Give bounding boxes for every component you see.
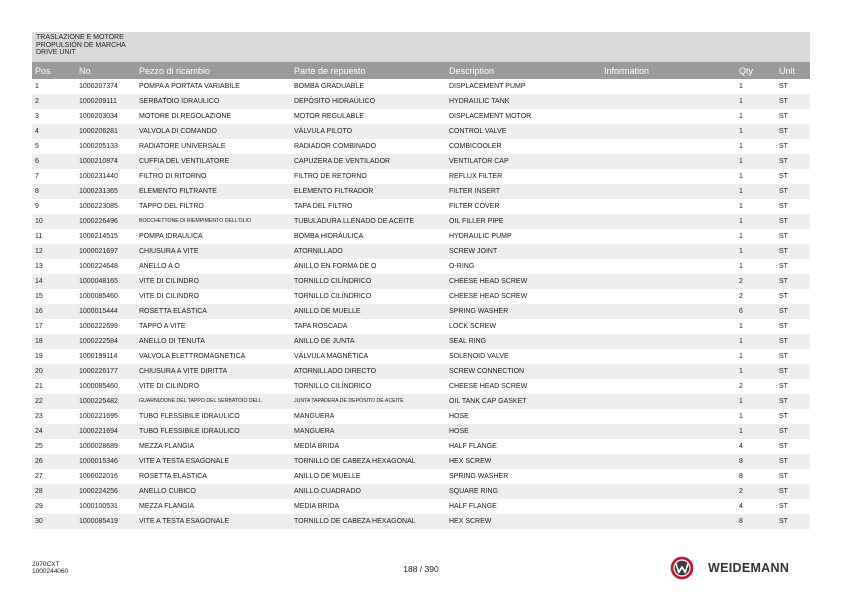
cell-description: OIL TANK CAP GASKET (449, 398, 527, 405)
cell-spanish-name: MANGUERA (294, 428, 335, 435)
cell-part-number: 1000207374 (79, 83, 118, 90)
cell-quantity: 8 (739, 518, 743, 525)
cell-spanish-name: VÁLVULA MAGNÉTICA (294, 353, 369, 360)
cell-description: HYDRAULIC TANK (449, 98, 510, 105)
cell-pos: 28 (35, 488, 43, 495)
cell-pos: 26 (35, 458, 43, 465)
section-title-en: DRIVE UNIT (36, 49, 76, 56)
cell-pos: 9 (35, 203, 39, 210)
cell-quantity: 1 (739, 233, 743, 240)
cell-description: HYDRAULIC PUMP (449, 233, 512, 240)
cell-quantity: 2 (739, 488, 743, 495)
cell-description: HOSE (449, 413, 469, 420)
cell-italian-name: VITE A TESTA ESAGONALE (139, 458, 229, 465)
cell-unit: ST (779, 173, 788, 180)
cell-italian-name: TUBO FLESSIBILE IDRAULICO (139, 413, 240, 420)
cell-quantity: 1 (739, 173, 743, 180)
cell-spanish-name: TORNILLO DE CABEZA HEXAGONAL (294, 518, 416, 525)
cell-quantity: 1 (739, 218, 743, 225)
table-row (32, 94, 810, 109)
cell-unit: ST (779, 428, 788, 435)
cell-description: CHEESE HEAD SCREW (449, 383, 528, 390)
cell-pos: 21 (35, 383, 43, 390)
cell-part-number: 1000015444 (79, 308, 118, 315)
cell-spanish-name: TORNILLO DE CABEZA HEXAGONAL (294, 458, 416, 465)
table-row (32, 79, 810, 94)
cell-quantity: 1 (739, 323, 743, 330)
cell-part-number: 1000048165 (79, 278, 118, 285)
cell-part-number: 1000022016 (79, 473, 118, 480)
table-row (32, 394, 810, 409)
cell-unit: ST (779, 98, 788, 105)
cell-pos: 23 (35, 413, 43, 420)
col-no: No (79, 66, 91, 76)
cell-part-number: 1000231365 (79, 188, 118, 195)
cell-unit: ST (779, 398, 788, 405)
parts-table (32, 79, 810, 529)
cell-italian-name: RADIATORE UNIVERSALE (139, 143, 226, 150)
cell-unit: ST (779, 383, 788, 390)
cell-part-number: 1000222584 (79, 338, 118, 345)
cell-unit: ST (779, 143, 788, 150)
table-row (32, 304, 810, 319)
col-unit: Unit (779, 66, 796, 76)
cell-pos: 12 (35, 248, 43, 255)
cell-pos: 1 (35, 83, 39, 90)
cell-part-number: 1000085460 (79, 383, 118, 390)
cell-italian-name: VALVOLA DI COMANDO (139, 128, 217, 135)
cell-description: HALF FLANGE (449, 443, 497, 450)
cell-part-number: 1000226177 (79, 368, 118, 375)
table-row (32, 364, 810, 379)
cell-unit: ST (779, 83, 788, 90)
cell-spanish-name: ANILLO CUADRADO (294, 488, 361, 495)
cell-part-number: 1000221695 (79, 413, 118, 420)
cell-unit: ST (779, 518, 788, 525)
cell-part-number: 1000223085 (79, 203, 118, 210)
table-row (32, 319, 810, 334)
cell-spanish-name: JUNTA TAPADERA DE DEPÓSITO DE ACEITE (294, 398, 404, 404)
cell-part-number: 1000100531 (79, 503, 118, 510)
cell-pos: 22 (35, 398, 43, 405)
cell-description: OIL FILLER PIPE (449, 218, 504, 225)
cell-unit: ST (779, 113, 788, 120)
cell-spanish-name: BOMBA HIDRÁULICA (294, 233, 364, 240)
table-row (32, 199, 810, 214)
col-spanish: Parte de repuesto (294, 66, 366, 76)
cell-unit: ST (779, 323, 788, 330)
cell-italian-name: VITE DI CILINDRO (139, 278, 199, 285)
cell-unit: ST (779, 248, 788, 255)
cell-spanish-name: ANILLO DE MUELLE (294, 473, 361, 480)
cell-pos: 27 (35, 473, 43, 480)
cell-italian-name: ELEMENTO FILTRANTE (139, 188, 217, 195)
cell-pos: 13 (35, 263, 43, 270)
section-title-block (32, 32, 810, 62)
cell-italian-name: TAPPO DEL FILTRO (139, 203, 204, 210)
col-information: Information (604, 66, 650, 76)
table-row (32, 409, 810, 424)
table-row (32, 499, 810, 514)
cell-description: FILTER INSERT (449, 188, 501, 195)
cell-description: CONTROL VALVE (449, 128, 507, 135)
cell-unit: ST (779, 263, 788, 270)
cell-spanish-name: TORNILLO CILÍNDRICO (294, 293, 372, 300)
cell-description: SCREW JOINT (449, 248, 498, 255)
brand-name: WEIDEMANN (708, 561, 790, 575)
cell-part-number: 1000203034 (79, 113, 118, 120)
cell-unit: ST (779, 308, 788, 315)
cell-description: HEX SCREW (449, 518, 492, 525)
cell-quantity: 1 (739, 128, 743, 135)
table-row (32, 124, 810, 139)
cell-italian-name: MEZZA FLANGIA (139, 443, 195, 450)
cell-quantity: 1 (739, 188, 743, 195)
page-number: 188 / 390 (403, 564, 439, 574)
cell-pos: 17 (35, 323, 43, 330)
cell-unit: ST (779, 488, 788, 495)
section-title-it: TRASLAZIONE E MOTORE (36, 34, 124, 41)
cell-description: CHEESE HEAD SCREW (449, 293, 528, 300)
cell-italian-name: POMPA A PORTATA VARIABILE (139, 83, 240, 90)
cell-italian-name: TAPPO A VITE (139, 323, 186, 330)
cell-spanish-name: ANILLO DE MUELLE (294, 308, 361, 315)
cell-italian-name: VITE A TESTA ESAGONALE (139, 518, 229, 525)
cell-italian-name: VITE DI CILINDRO (139, 383, 199, 390)
cell-pos: 6 (35, 158, 39, 165)
cell-pos: 2 (35, 98, 39, 105)
cell-description: SQUARE RING (449, 488, 499, 495)
cell-spanish-name: CAPUZERA DE VENTILADOR (294, 158, 391, 165)
cell-italian-name: ROSETTA ELASTICA (139, 473, 207, 480)
cell-spanish-name: MEDIA BRIDA (294, 443, 340, 450)
cell-unit: ST (779, 338, 788, 345)
cell-pos: 30 (35, 518, 43, 525)
cell-unit: ST (779, 278, 788, 285)
cell-description: VENTILATOR CAP (449, 158, 509, 165)
cell-part-number: 1000224256 (79, 488, 118, 495)
cell-part-number: 1000021697 (79, 248, 118, 255)
cell-part-number: 1000221694 (79, 428, 118, 435)
cell-italian-name: POMPA IDRAULICA (139, 233, 203, 240)
cell-description: HOSE (449, 428, 469, 435)
weidemann-w-logo-icon (670, 556, 694, 580)
cell-part-number: 1000028689 (79, 443, 118, 450)
cell-description: FILTER COVER (449, 203, 500, 210)
cell-part-number: 1000206281 (79, 128, 118, 135)
cell-description: HALF FLANGE (449, 503, 497, 510)
cell-quantity: 1 (739, 338, 743, 345)
model-code: 2070CXT (32, 561, 60, 568)
cell-pos: 16 (35, 308, 43, 315)
table-row (32, 139, 810, 154)
cell-part-number: 1000224648 (79, 263, 118, 270)
section-title-es: PROPULSIÓN DE MARCHA (36, 41, 126, 49)
cell-spanish-name: MEDIA BRIDA (294, 503, 340, 510)
cell-spanish-name: ATORNILLADO (294, 248, 343, 255)
cell-description: REFLUX FILTER (449, 173, 503, 180)
cell-italian-name: CHIUSURA A VITE (139, 248, 199, 255)
table-row (32, 334, 810, 349)
cell-italian-name: MEZZA FLANGIA (139, 503, 195, 510)
cell-spanish-name: FILTRO DE RETORNO (294, 173, 367, 180)
cell-pos: 14 (35, 278, 43, 285)
cell-quantity: 1 (739, 263, 743, 270)
cell-spanish-name: TORNILLO CILÍNDRICO (294, 383, 372, 390)
cell-spanish-name: TAPA ROSCADA (294, 323, 348, 330)
cell-italian-name: SERBATOIO IDRAULICO (139, 98, 220, 105)
cell-quantity: 1 (739, 398, 743, 405)
cell-spanish-name: MANGUERA (294, 413, 335, 420)
cell-description: HEX SCREW (449, 458, 492, 465)
cell-quantity: 8 (739, 458, 743, 465)
cell-unit: ST (779, 458, 788, 465)
cell-part-number: 1000085419 (79, 518, 118, 525)
table-row (32, 259, 810, 274)
cell-description: SOLENOID VALVE (449, 353, 509, 360)
cell-italian-name: TUBO FLESSIBILE IDRAULICO (139, 428, 240, 435)
cell-part-number: 1000199114 (79, 353, 118, 360)
cell-unit: ST (779, 503, 788, 510)
cell-quantity: 1 (739, 98, 743, 105)
cell-unit: ST (779, 413, 788, 420)
table-row (32, 169, 810, 184)
table-row (32, 184, 810, 199)
col-italian: Pezzo di ricambio (139, 66, 211, 76)
table-row (32, 454, 810, 469)
cell-quantity: 6 (739, 308, 743, 315)
cell-pos: 4 (35, 128, 39, 135)
cell-spanish-name: BOMBA GRADUABLE (294, 83, 365, 90)
cell-spanish-name: TUBULADURA LLENADO DE ACEITE (294, 218, 415, 225)
cell-italian-name: VALVOLA ELETTROMAGNETICA (139, 353, 246, 360)
cell-quantity: 4 (739, 503, 743, 510)
cell-description: SPRING WASHER (449, 308, 509, 315)
cell-pos: 7 (35, 173, 39, 180)
cell-quantity: 2 (739, 278, 743, 285)
table-row (32, 244, 810, 259)
cell-pos: 10 (35, 218, 43, 225)
cell-description: SEAL RING (449, 338, 487, 345)
cell-quantity: 1 (739, 428, 743, 435)
cell-spanish-name: RADIADOR COMBINADO (294, 143, 377, 150)
cell-pos: 8 (35, 188, 39, 195)
cell-italian-name: FILTRO DI RITORNO (139, 173, 207, 180)
cell-spanish-name: MOTOR REGULABLE (294, 113, 364, 120)
cell-spanish-name: ELEMENTO FILTRADOR (294, 188, 374, 195)
cell-italian-name: BOCCHETTONE DI RIEMPIMENTO DELL'OLIO (139, 218, 252, 224)
cell-part-number: 1000205133 (79, 143, 118, 150)
cell-part-number: 1000210874 (79, 158, 118, 165)
table-header (32, 62, 810, 79)
cell-pos: 15 (35, 293, 43, 300)
cell-unit: ST (779, 293, 788, 300)
table-row (32, 274, 810, 289)
table-row (32, 469, 810, 484)
cell-unit: ST (779, 473, 788, 480)
col-qty: Qty (739, 66, 754, 76)
cell-quantity: 2 (739, 383, 743, 390)
cell-italian-name: GUARNIZIONE DEL TAPPO DEL SERBATOIO DELL (139, 398, 262, 404)
cell-description: O-RING (449, 263, 475, 270)
cell-italian-name: ANELLO A O (139, 263, 180, 270)
cell-unit: ST (779, 128, 788, 135)
cell-italian-name: CHIUSURA A VITE DIRITTA (139, 368, 228, 375)
cell-unit: ST (779, 203, 788, 210)
cell-part-number: 1000085460 (79, 293, 118, 300)
cell-quantity: 1 (739, 113, 743, 120)
col-description: Description (449, 66, 495, 76)
cell-description: LOCK SCREW (449, 323, 497, 330)
cell-unit: ST (779, 353, 788, 360)
cell-description: COMBICOOLER (449, 143, 502, 150)
cell-spanish-name: TORNILLO CILÍNDRICO (294, 278, 372, 285)
table-row (32, 154, 810, 169)
cell-quantity: 1 (739, 83, 743, 90)
table-row (32, 514, 810, 529)
brand-logo (670, 556, 789, 580)
cell-unit: ST (779, 368, 788, 375)
cell-pos: 5 (35, 143, 39, 150)
cell-description: DISPLACEMENT MOTOR (449, 113, 532, 120)
cell-part-number: 1000225482 (79, 398, 118, 405)
cell-quantity: 1 (739, 413, 743, 420)
cell-italian-name: ANELLO CUBICO (139, 488, 196, 495)
cell-quantity: 1 (739, 203, 743, 210)
cell-unit: ST (779, 158, 788, 165)
table-row (32, 439, 810, 454)
cell-unit: ST (779, 188, 788, 195)
cell-pos: 25 (35, 443, 43, 450)
cell-spanish-name: ANILLO EN FORMA DE O (294, 263, 377, 270)
cell-pos: 19 (35, 353, 43, 360)
cell-part-number: 1000214515 (79, 233, 118, 240)
cell-spanish-name: TAPA DEL FILTRO (294, 203, 353, 210)
cell-quantity: 8 (739, 473, 743, 480)
table-row (32, 214, 810, 229)
cell-unit: ST (779, 443, 788, 450)
cell-unit: ST (779, 218, 788, 225)
cell-part-number: 1000226496 (79, 218, 118, 225)
cell-pos: 20 (35, 368, 43, 375)
cell-part-number: 1000209111 (79, 98, 117, 105)
cell-spanish-name: VÁLVULA PILOTO (294, 128, 353, 135)
cell-quantity: 4 (739, 443, 743, 450)
cell-italian-name: ANELLO DI TENUTA (139, 338, 205, 345)
cell-pos: 24 (35, 428, 43, 435)
cell-quantity: 1 (739, 368, 743, 375)
cell-italian-name: CUFFIA DEL VENTILATORE (139, 158, 230, 165)
table-row (32, 229, 810, 244)
cell-quantity: 1 (739, 143, 743, 150)
cell-description: SPRING WASHER (449, 473, 509, 480)
cell-spanish-name: ANILLO DE JUNTA (294, 338, 355, 345)
cell-quantity: 2 (739, 293, 743, 300)
col-pos: Pos (35, 66, 51, 76)
cell-quantity: 1 (739, 353, 743, 360)
cell-pos: 3 (35, 113, 39, 120)
table-row (32, 484, 810, 499)
cell-italian-name: MOTORE DI REGOLAZIONE (139, 113, 232, 120)
cell-part-number: 1000222699 (79, 323, 118, 330)
cell-description: SCREW CONNECTION (449, 368, 525, 375)
cell-pos: 18 (35, 338, 43, 345)
table-row (32, 424, 810, 439)
table-row (32, 379, 810, 394)
table-row (32, 109, 810, 124)
cell-description: CHEESE HEAD SCREW (449, 278, 528, 285)
cell-quantity: 1 (739, 158, 743, 165)
table-row (32, 289, 810, 304)
cell-part-number: 1000015346 (79, 458, 118, 465)
cell-unit: ST (779, 233, 788, 240)
cell-description: DISPLACEMENT PUMP (449, 83, 526, 90)
table-row (32, 349, 810, 364)
cell-italian-name: ROSETTA ELASTICA (139, 308, 207, 315)
cell-spanish-name: ATORNILLADO DIRECTO (294, 368, 377, 375)
cell-italian-name: VITE DI CILINDRO (139, 293, 199, 300)
document-number: 1000244060 (32, 568, 69, 575)
cell-pos: 29 (35, 503, 43, 510)
cell-spanish-name: DEPÓSITO HIDRAÚLICO (294, 98, 376, 105)
cell-quantity: 1 (739, 248, 743, 255)
cell-part-number: 1000231440 (79, 173, 118, 180)
cell-pos: 11 (35, 233, 43, 240)
